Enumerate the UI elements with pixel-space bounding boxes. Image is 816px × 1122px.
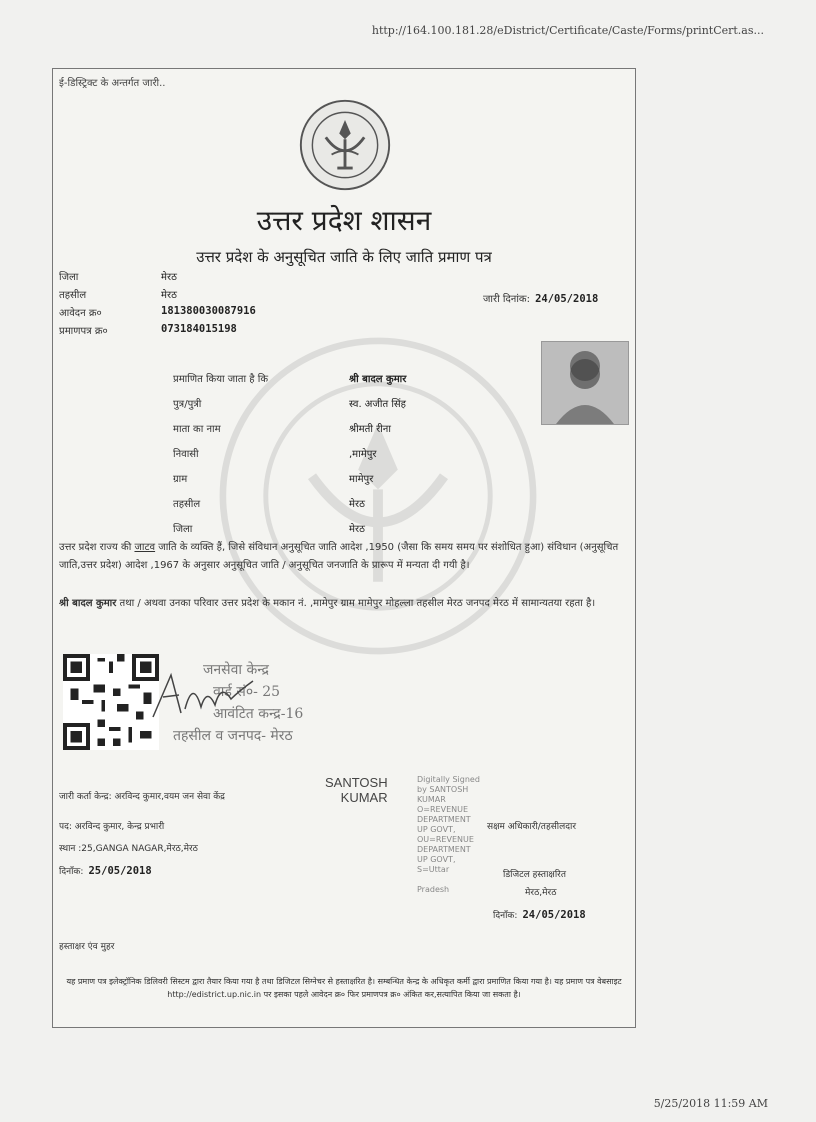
authority-place: मेरठ,मेरठ [525, 888, 557, 898]
issuer-center: जारी कर्ता केन्द्र: अरविन्द कुमार,वयम जन सेवा केंद्र [59, 792, 225, 802]
district-label: जिला [59, 272, 79, 283]
issuer-post: पद: अरविन्द कुमार, केन्द्र प्रभारी [59, 822, 165, 832]
stamp-line: आवंटित कन्द्र-16 [213, 706, 304, 722]
detail-label: ग्राम [173, 474, 188, 485]
issuer-date-label: दिनाँक: [59, 867, 84, 877]
government-title: उत्तर प्रदेश शासन [256, 204, 432, 237]
person-photo-icon [542, 342, 628, 424]
signature-seal-label: हस्ताक्षर एंव मुहर [59, 942, 115, 952]
sig-line [417, 875, 497, 885]
certificate-label: प्रमाणपत्र क्र० [59, 326, 108, 337]
stamp-line: वार्ड सं०- 25 [213, 684, 281, 700]
issuer-date-value: 25/05/2018 [88, 865, 152, 877]
issuer-place: स्थान :25,GANGA NAGAR,मेरठ,मेरठ [59, 844, 198, 854]
application-label: आवेदन क्र० [59, 308, 102, 319]
sig-line: by SANTOSH [417, 785, 469, 794]
sig-line: KUMAR [417, 795, 446, 804]
authority-date-label: दिनाँक: [493, 911, 518, 921]
sig-line: UP GOVT, [417, 855, 456, 864]
district-value: मेरठ [161, 272, 177, 283]
signer-name-line: SANTOSH [325, 775, 388, 790]
print-timestamp: 5/25/2018 11:59 AM [653, 1097, 768, 1110]
detail-label: पुत्र/पुत्री [173, 399, 202, 410]
tehsil: मेरठ [349, 499, 365, 510]
detail-label: निवासी [173, 449, 199, 460]
village: मामेपुर [349, 474, 374, 485]
sig-line: Pradesh [417, 885, 450, 894]
residence: ,मामेपुर [349, 449, 377, 460]
stamp-line: जनसेवा केन्द्र [203, 662, 269, 678]
digitally-signed-label: डिजिटल हस्ताक्षरित [503, 870, 566, 880]
print-url: http://164.100.181.28/eDistrict/Certificate/Caste/Forms/printCert.as... [371, 24, 764, 37]
digital-signature-details [417, 775, 497, 895]
father-name: स्व. अजीत सिंह [349, 399, 406, 410]
authority-date [493, 903, 586, 922]
issue-date [483, 287, 598, 306]
application-number: 181380030087916 [161, 305, 256, 317]
sig-line: O=REVENUE [417, 805, 469, 814]
qr-code-icon [61, 654, 161, 750]
signer-name-line: KUMAR [340, 790, 388, 805]
applicant-name: श्री बादल कुमार [349, 374, 407, 385]
sig-line: S=Uttar [417, 865, 450, 874]
stamp-line: तहसील व जनपद- मेरठ [173, 728, 293, 744]
mother-name: श्रीमती रीना [349, 424, 391, 435]
sig-line: UP GOVT, [417, 825, 456, 834]
detail-label: जिला [173, 524, 193, 535]
caste-certificate [52, 68, 636, 1028]
certificate-number: 073184015198 [161, 323, 237, 335]
up-state-emblem-icon [297, 97, 393, 193]
header-note: ई-डिस्ट्रिक्ट के अन्तर्गत जारी.. [59, 78, 166, 89]
sig-line: OU=REVENUE [417, 835, 474, 844]
issue-date-value: 24/05/2018 [535, 293, 599, 305]
detail-label: तहसील [173, 499, 201, 510]
authority-title: सक्षम अधिकारी/तहसीलदार [487, 822, 577, 832]
residence-declaration: श्री बादल कुमार तथा / अथवा उनका परिवार उत्तर प्रदेश के मकान नं. ,मामेपुर ग्राम मामेपुर मोहल्ला तहसील मेरठ जनपद मेरठ में सामान्यतया रहता है। [59, 598, 596, 609]
sig-line: DEPARTMENT [417, 845, 471, 854]
caste-declaration: उत्तर प्रदेश राज्य की जाटव जाति के व्यक्ति हैं, जिसे संविधान अनुसूचित जाति आदेश ,1950 (जैसा कि समय समय पर संशोधित हुआ) संविधान (अनुसूचित जाति,उत्तर प्रदेश) आदेश ,1967 के अनुसार अनुसूचित जाति / अनुसूचित जनजाति के प्रारूप में मन्यता दी गयी है। [59, 542, 619, 571]
issue-date-label: जारी दिनांक: [483, 294, 530, 305]
applicant-photo [541, 341, 629, 425]
tehsil-value: मेरठ [161, 290, 177, 301]
certificate-title: उत्तर प्रदेश के अनुसूचित जाति के लिए जाति प्रमाण पत्र [196, 248, 492, 266]
disclaimer: यह प्रमाण पत्र इलेक्ट्रॉनिक डिलिवरी सिस्टम द्वारा तैयार किया गया है तथा डिजिटल सिग्नेचर से हस्ताक्षरित है। सम्बन्धित केन्द्र के अधिकृत कर्मी द्वारा प्रमाणित किया गया है। यह प्रमाण पत्र वेबसाइट http://edistrict.up.nic.in पर इसका पहले आवेदन क्र० फिर प्रमाणपत्र क्र० अंकित कर,सत्यापित किया जा सकता है। [66, 977, 622, 999]
signer-name [325, 775, 388, 805]
issuer-date [59, 859, 152, 878]
tehsil-label: तहसील [59, 290, 87, 301]
detail-label: प्रमाणित किया जाता है कि [173, 374, 269, 385]
sig-line: Digitally Signed [417, 775, 480, 784]
authority-date-value: 24/05/2018 [522, 909, 586, 921]
sig-line: DEPARTMENT [417, 815, 471, 824]
district: मेरठ [349, 524, 365, 535]
detail-label: माता का नाम [173, 424, 221, 435]
caste-name: जाटव [134, 542, 156, 553]
handwritten-signature-icon [149, 669, 259, 723]
